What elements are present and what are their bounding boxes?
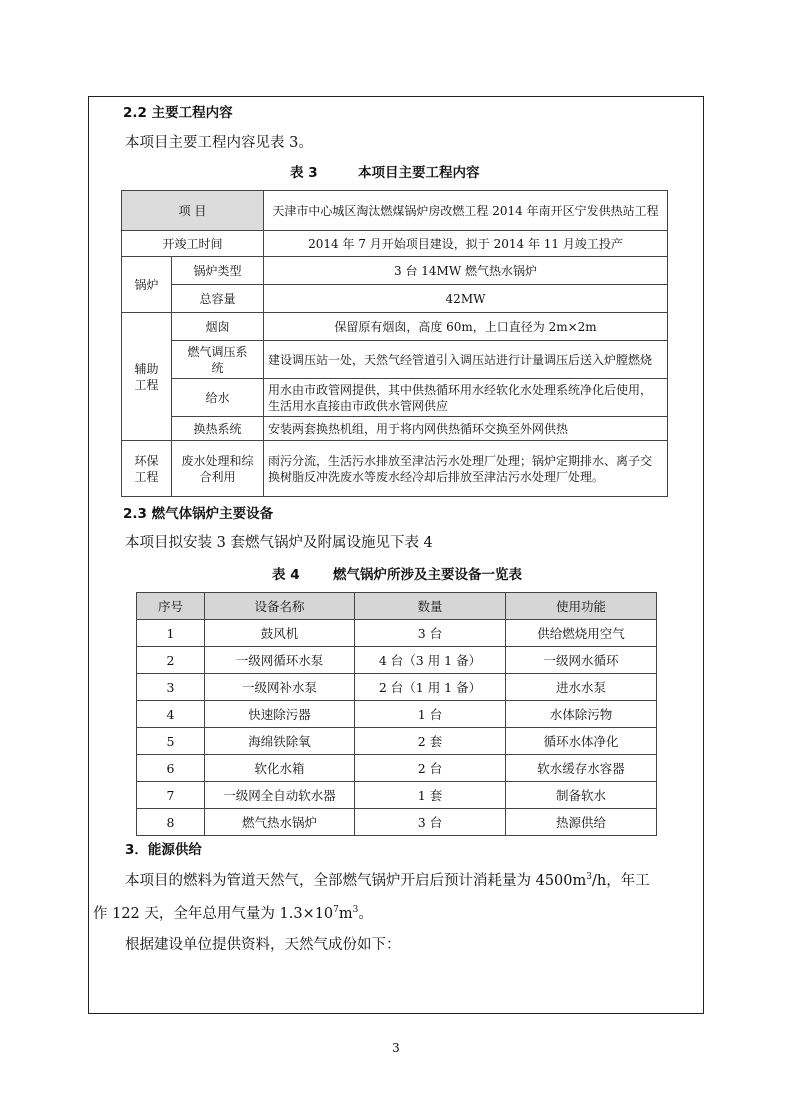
t4-cell: 热源供给 <box>506 809 657 836</box>
table-row <box>137 809 657 836</box>
para-2-text-c: 。 <box>358 906 373 922</box>
para-1-sup: 3 <box>586 872 592 883</box>
t3-heat-label: 换热系统 <box>172 417 264 441</box>
t4-cell: 8 <box>137 809 205 836</box>
t4-col-quantity: 数量 <box>355 593 506 620</box>
t4-cell: 5 <box>137 728 205 755</box>
t4-cell: 4 台（3 用 1 备） <box>355 647 506 674</box>
t4-cell: 7 <box>137 782 205 809</box>
t4-cell: 一级网全自动软水器 <box>205 782 355 809</box>
table-3 <box>121 190 668 497</box>
t3-water-value: 用水由市政管网提供，其中供热循环用水经软化水处理系统净化后使用，生活用水直接由市政供水管网供应 <box>264 379 668 417</box>
t4-cell: 海绵铁除氧 <box>205 728 355 755</box>
para-2-text-b: m <box>338 906 353 922</box>
t4-cell: 4 <box>137 701 205 728</box>
t4-cell: 3 <box>137 674 205 701</box>
table-row <box>137 728 657 755</box>
t4-col-function: 使用功能 <box>506 593 657 620</box>
table-row <box>137 755 657 782</box>
t3-header-label: 项 目 <box>122 191 264 231</box>
section-3-heading: 3．能源供给 <box>125 842 202 858</box>
table-row <box>137 701 657 728</box>
section-2-3-intro: 本项目拟安装 3 套燃气锅炉及附属设施见下表 4 <box>125 535 433 551</box>
table-row <box>137 647 657 674</box>
t4-cell: 一级网循环水泵 <box>205 647 355 674</box>
t4-cell: 燃气热水锅炉 <box>205 809 355 836</box>
t3-aux-group: 辅助工程 <box>122 313 172 441</box>
t4-cell: 2 套 <box>355 728 506 755</box>
t4-col-index: 序号 <box>137 593 205 620</box>
t4-cell: 制备软水 <box>506 782 657 809</box>
t3-capacity-value: 42MW <box>264 285 668 313</box>
t4-cell: 软水缓存水容器 <box>506 755 657 782</box>
t3-schedule-label: 开竣工时间 <box>122 231 264 257</box>
t3-chimney-value: 保留原有烟囱，高度 60m，上口直径为 2m×2m <box>264 313 668 341</box>
t4-cell: 1 套 <box>355 782 506 809</box>
table-4-title: 燃气锅炉所涉及主要设备一览表 <box>333 567 522 583</box>
section-3-para-3: 根据建设单位提供资料，天然气成份如下： <box>125 937 401 953</box>
t3-waste-value: 雨污分流，生活污水排放至津沽污水处理厂处理；锅炉定期排水、离子交换树脂反冲洗废水等废水经冷却后排放至津沽污水处理厂处理。 <box>264 441 668 497</box>
para-1-text-a: 本项目的燃料为管道天然气，全部燃气锅炉开启后预计消耗量为 4500m <box>125 873 587 889</box>
t3-boiler-type-value: 3 台 14MW 燃气热水锅炉 <box>264 257 668 285</box>
t4-cell: 进水水泵 <box>506 674 657 701</box>
t3-chimney-label: 烟囱 <box>172 313 264 341</box>
t4-cell: 3 台 <box>355 809 506 836</box>
t3-gas-value: 建设调压站一处，天然气经管道引入调压站进行计量调压后送入炉膛燃烧 <box>264 341 668 379</box>
t4-cell: 供给燃烧用空气 <box>506 620 657 647</box>
t4-cell: 快速除污器 <box>205 701 355 728</box>
table-4-number: 表 4 <box>272 567 300 583</box>
section-2-2-heading: 2.2 主要工程内容 <box>123 105 233 121</box>
t4-cell: 3 台 <box>355 620 506 647</box>
t4-cell: 水体除污物 <box>506 701 657 728</box>
t3-water-label: 给水 <box>172 379 264 417</box>
page-number: 3 <box>392 1041 400 1055</box>
table-row <box>137 674 657 701</box>
table-3-number: 表 3 <box>290 165 318 181</box>
t4-cell: 一级网水循环 <box>506 647 657 674</box>
t4-col-name: 设备名称 <box>205 593 355 620</box>
para-2-sup-1: 7 <box>333 905 339 916</box>
t4-cell: 1 <box>137 620 205 647</box>
para-2-text-a: 作 122 天，全年总用气量为 1.3×10 <box>93 906 334 922</box>
t4-cell: 鼓风机 <box>205 620 355 647</box>
t4-cell: 软化水箱 <box>205 755 355 782</box>
t3-heat-value: 安装两套换热机组，用于将内网供热循环交换至外网供热 <box>264 417 668 441</box>
table-3-title: 本项目主要工程内容 <box>358 165 480 181</box>
para-1-text-b: /h，年工 <box>592 873 650 889</box>
t3-header-value: 天津市中心城区淘汰燃煤锅炉房改燃工程 2014 年南开区宁发供热站工程 <box>264 191 668 231</box>
para-2-sup-2: 3 <box>352 905 359 916</box>
t3-boiler-type-label: 锅炉类型 <box>172 257 264 285</box>
t3-waste-label: 废水处理和综合利用 <box>172 441 264 497</box>
t3-boiler-group: 锅炉 <box>122 257 172 313</box>
section-3-para-2 <box>93 902 373 923</box>
t3-schedule-value: 2014 年 7 月开始项目建设，拟于 2014 年 11 月竣工投产 <box>264 231 668 257</box>
section-3-para-1 <box>125 869 650 890</box>
table-row <box>137 782 657 809</box>
section-2-2-intro: 本项目主要工程内容见表 3。 <box>125 135 313 151</box>
t3-capacity-label: 总容量 <box>172 285 264 313</box>
section-2-3-heading: 2.3 燃气体锅炉主要设备 <box>123 506 274 522</box>
t4-cell: 循环水体净化 <box>506 728 657 755</box>
table-4 <box>136 592 657 836</box>
t3-gas-label: 燃气调压系统 <box>172 341 264 379</box>
t3-env-group: 环保工程 <box>122 441 172 497</box>
t4-cell: 2 <box>137 647 205 674</box>
t4-cell: 2 台（1 用 1 备） <box>355 674 506 701</box>
t4-cell: 1 台 <box>355 701 506 728</box>
t4-cell: 一级网补水泵 <box>205 674 355 701</box>
t4-cell: 2 台 <box>355 755 506 782</box>
table-row <box>137 620 657 647</box>
t4-cell: 6 <box>137 755 205 782</box>
